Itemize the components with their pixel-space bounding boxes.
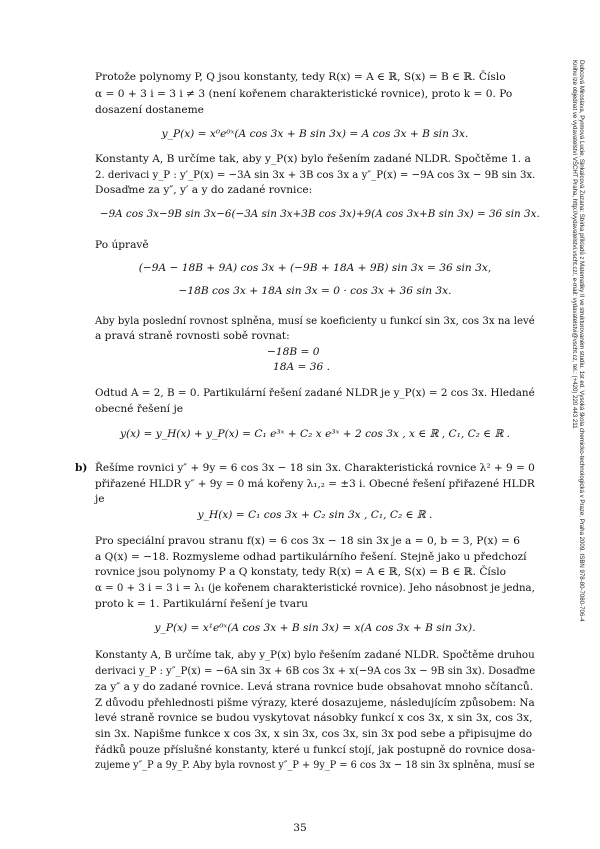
para-2-line-2: 2. derivaci y_P : y′_P(x) = −3A sin 3x + 3B cos 3x a y″_P(x) = −9A cos 3x − 9B sin 3x. <box>95 169 536 181</box>
para-6-line-1: Řešíme rovnici y″ + 9y = 6 cos 3x − 18 sin 3x. Charakteristická rovnice λ² + 9 = 0 <box>95 462 535 474</box>
equation-simplified-1: (−9A − 18B + 9A) cos 3x + (−9B + 18A + 9B) sin 3x = 36 sin 3x, <box>138 262 492 274</box>
para-7-line-1: Pro speciální pravou stranu f(x) = 6 cos 3x − 18 sin 3x je a = 0, b = 3, P(x) = 6 <box>95 535 521 547</box>
para-8-line-2: derivaci y_P : y″_P(x) = −6A sin 3x + 6B cos 3x + x(−9A cos 3x − 9B sin 3x). Dosaďme <box>95 665 536 677</box>
para-8-line-4: Z důvodu přehlednosti pišme výrazy, které dosazujeme, následujícím způsobem: Na <box>95 697 535 709</box>
para-6-line-2: přiřazené HLDR y″ + 9y = 0 má kořeny λ₁,₂ = ±3 i. Obecné řešení přiřazené HLDR <box>95 478 535 490</box>
equation-simplified-2: −18B cos 3x + 18A sin 3x = 0 · cos 3x + 36 sin 3x. <box>178 285 452 297</box>
para-8-line-5: levé straně rovnice se budou vyskytovat násobky funkcí x cos 3x, x sin 3x, cos 3x, <box>95 712 533 724</box>
para-8-line-8: zujeme y″_P a 9y_P. Aby byla rovnost y″_P + 9y_P = 6 cos 3x − 18 sin 3x splněna, musí se <box>95 759 535 771</box>
para-2-line-1: Konstanty A, B určíme tak, aby y_P(x) bylo řešením zadané NLDR. Spočtěme 1. a <box>95 153 531 165</box>
para-7-line-5: proto k = 1. Partikulární řešení je tvaru <box>95 598 308 610</box>
para-7-line-3: rovnice jsou polynomy P a Q konstaty, tedy R(x) = A ∈ ℝ, S(x) = B ∈ ℝ. Číslo <box>95 566 507 578</box>
para-1-line-1: Protože polynomy P, Q jsou konstanty, tedy R(x) = A ∈ ℝ, S(x) = B ∈ ℝ. Číslo <box>95 71 506 83</box>
system-row-2: 18A = 36 . <box>273 361 330 373</box>
para-4-line-2: a pravá straně rovnosti sobě rovnat: <box>95 330 290 342</box>
para-6-line-3: je <box>95 493 105 505</box>
para-5-line-2: obecné řešení je <box>95 403 183 415</box>
para-5-line-1: Odtud A = 2, B = 0. Partikulární řešení zadané NLDR je y_P(x) = 2 cos 3x. Hledané <box>95 387 535 399</box>
para-1-line-2: α = 0 + 3 i = 3 i ≠ 3 (není kořenem charakteristické rovnice), proto k = 0. Po <box>95 88 513 100</box>
equation-substitution: −9A cos 3x−9B sin 3x−6(−3A sin 3x+3B cos 3x)+9(A cos 3x+B sin 3x) = 36 sin 3x. <box>99 208 540 220</box>
para-8-line-1: Konstanty A, B určíme tak, aby y_P(x) bylo řešením zadané NLDR. Spočtěme druhou <box>95 649 535 661</box>
para-8-line-3: za y″ a y do zadané rovnice. Levá strana rovnice bude obsahovat mnoho sčítanců. <box>95 681 534 693</box>
equation-yp-guess: y_P(x) = x⁰e⁰ˣ(A cos 3x + B sin 3x) = A cos 3x + B sin 3x. <box>161 128 469 140</box>
para-8-line-7: řádků pouze příslušné konstanty, které u funkcí stojí, jak postupně do rovnice dosa- <box>95 744 536 756</box>
sidebar-citation-text <box>571 60 584 622</box>
sidebar-line-1: Dubcová Miroslava, Pyrmová Lucie, Sinkalcová Zuzana: Sbírka příkladů z Matematiky II ve strukturovaném studiu. 1st ed. Vysoká škola chemicko-technologická v Praze, Praha 2009. ISBN 978-80-7080-706-4 <box>578 60 585 622</box>
equation-yp-guess-b: y_P(x) = x¹e⁰ˣ(A cos 3x + B sin 3x) = x(A cos 3x + B sin 3x). <box>154 622 476 634</box>
para-7-line-4: α = 0 + 3 i = 3 i = λ₁ (je kořenem charakteristické rovnice). Jeho násobnost je jedna, <box>95 582 535 594</box>
para-2-line-3: Dosaďme za y″, y′ a y do zadané rovnice: <box>95 184 313 196</box>
sidebar-line-2: Knihu lze objednat ve vydavatelství VŠCHT Praha, http://vydavatelstvi.vscht.cz/, e-mail: vydavatelstvi@vscht.cz, tel.: (+420) 220 443 211 <box>571 60 579 429</box>
para-4-line-1: Aby byla poslední rovnost splněna, musí se koeficienty u funkcí sin 3x, cos 3x na levé <box>95 315 535 327</box>
para-7-line-2: a Q(x) = −18. Rozmysleme odhad partikulárního řešení. Stejně jako u předchozí <box>95 551 527 563</box>
para-3-line-1: Po úpravě <box>95 239 149 251</box>
system-row-1: −18B = 0 <box>267 346 320 358</box>
para-8-line-6: sin 3x. Napišme funkce x cos 3x, x sin 3x, cos 3x, sin 3x pod sebe a připisujme do <box>95 728 533 740</box>
equation-general-solution: y(x) = y_H(x) + y_P(x) = C₁ e³ˣ + C₂ x e³ˣ + 2 cos 3x , x ∈ ℝ , C₁, C₂ ∈ ℝ . <box>119 428 511 440</box>
sidebar-citation <box>572 60 584 840</box>
item-b-label: b) <box>75 462 88 474</box>
para-1-line-3: dosazení dostaneme <box>95 104 204 116</box>
page-number: 35 <box>293 822 307 834</box>
equation-homogeneous-solution: y_H(x) = C₁ cos 3x + C₂ sin 3x , C₁, C₂ ∈ ℝ . <box>197 509 433 521</box>
